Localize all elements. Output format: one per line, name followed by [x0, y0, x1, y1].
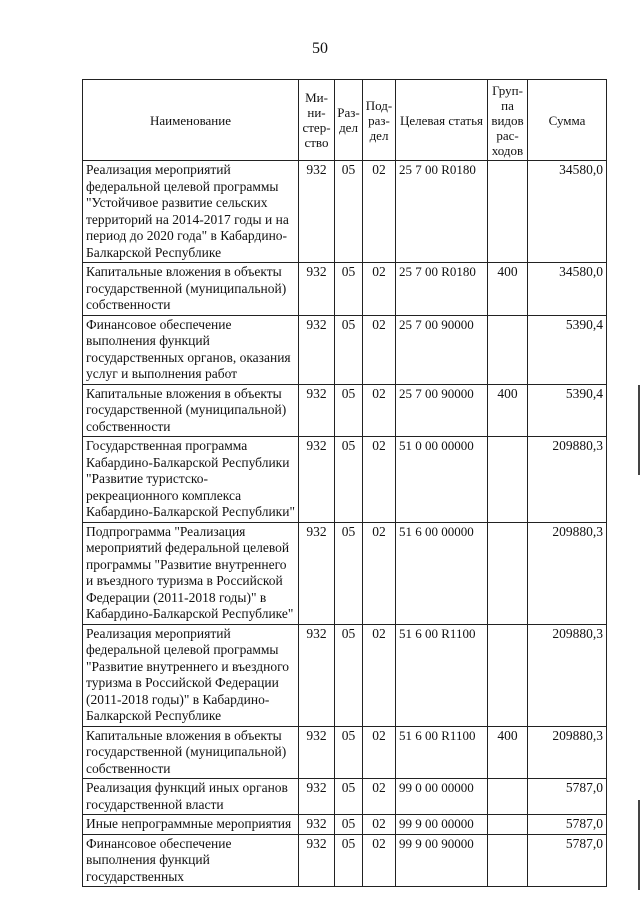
table-row [83, 726, 607, 779]
cell-amount: 209880,3 [528, 437, 607, 523]
cell-group [488, 815, 528, 835]
cell-subsection: 02 [363, 161, 396, 263]
cell-amount: 5390,4 [528, 315, 607, 384]
cell-name: Капитальные вложения в объекты государственной (муниципальной) собственности [83, 384, 299, 437]
cell-group [488, 624, 528, 726]
table-row [83, 834, 607, 887]
cell-name: Иные непрограммные мероприятия [83, 815, 299, 835]
cell-target: 25 7 00 90000 [396, 384, 488, 437]
cell-section: 05 [335, 522, 363, 624]
cell-amount: 209880,3 [528, 522, 607, 624]
cell-ministry: 932 [299, 384, 335, 437]
cell-target: 99 9 00 90000 [396, 834, 488, 887]
table-row [83, 437, 607, 523]
cell-target: 25 7 00 R0180 [396, 161, 488, 263]
cell-ministry: 932 [299, 263, 335, 316]
cell-amount: 34580,0 [528, 161, 607, 263]
cell-section: 05 [335, 263, 363, 316]
header-amount: Сумма [528, 80, 607, 161]
cell-amount: 5787,0 [528, 834, 607, 887]
cell-section: 05 [335, 726, 363, 779]
cell-name: Реализация мероприятий федеральной целевой программы "Развитие внутреннего и въездного туризма в Российской Федерации (2011-2018 годы)" в Кабардино-Балкарской Республике [83, 624, 299, 726]
cell-subsection: 02 [363, 624, 396, 726]
cell-ministry: 932 [299, 522, 335, 624]
cell-ministry: 932 [299, 726, 335, 779]
cell-group [488, 779, 528, 815]
cell-name: Капитальные вложения в объекты государственной (муниципальной) собственности [83, 726, 299, 779]
cell-group [488, 161, 528, 263]
table-row [83, 315, 607, 384]
cell-name: Финансовое обеспечение выполнения функций государственных органов, оказания услуг и выполнения работ [83, 315, 299, 384]
budget-table [82, 79, 607, 887]
table-row [83, 384, 607, 437]
header-subsection: Под-раз-дел [363, 80, 396, 161]
cell-subsection: 02 [363, 726, 396, 779]
cell-name: Финансовое обеспечение выполнения функций государственных [83, 834, 299, 887]
cell-target: 51 6 00 R1100 [396, 624, 488, 726]
cell-subsection: 02 [363, 779, 396, 815]
cell-group: 400 [488, 726, 528, 779]
cell-amount: 209880,3 [528, 726, 607, 779]
cell-group: 400 [488, 263, 528, 316]
cell-section: 05 [335, 384, 363, 437]
cell-amount: 209880,3 [528, 624, 607, 726]
cell-subsection: 02 [363, 437, 396, 523]
cell-amount: 5390,4 [528, 384, 607, 437]
cell-section: 05 [335, 437, 363, 523]
cell-group [488, 522, 528, 624]
table-row [83, 161, 607, 263]
cell-section: 05 [335, 315, 363, 384]
header-section: Раз-дел [335, 80, 363, 161]
cell-subsection: 02 [363, 522, 396, 624]
cell-group [488, 437, 528, 523]
cell-target: 99 0 00 00000 [396, 779, 488, 815]
table-row [83, 263, 607, 316]
table-row [83, 522, 607, 624]
cell-section: 05 [335, 779, 363, 815]
cell-section: 05 [335, 624, 363, 726]
cell-name: Реализация функций иных органов государственной власти [83, 779, 299, 815]
table-row [83, 624, 607, 726]
cell-ministry: 932 [299, 161, 335, 263]
table-header-row [83, 80, 607, 161]
cell-subsection: 02 [363, 834, 396, 887]
header-ministry: Ми-ни-стер-ство [299, 80, 335, 161]
cell-ministry: 932 [299, 834, 335, 887]
cell-target: 51 6 00 R1100 [396, 726, 488, 779]
cell-subsection: 02 [363, 263, 396, 316]
cell-name: Капитальные вложения в объекты государственной (муниципальной) собственности [83, 263, 299, 316]
cell-target: 51 0 00 00000 [396, 437, 488, 523]
table-row [83, 779, 607, 815]
table-row [83, 815, 607, 835]
cell-target: 25 7 00 R0180 [396, 263, 488, 316]
cell-target: 51 6 00 00000 [396, 522, 488, 624]
cell-name: Подпрограмма "Реализация мероприятий федеральной целевой программы "Развитие внутреннего и въездного туризма в Российской Федерации (2011-2018 годы)" в Кабардино-Балкарской Республике" [83, 522, 299, 624]
cell-amount: 5787,0 [528, 779, 607, 815]
cell-group: 400 [488, 384, 528, 437]
cell-ministry: 932 [299, 779, 335, 815]
cell-amount: 5787,0 [528, 815, 607, 835]
cell-subsection: 02 [363, 384, 396, 437]
cell-name: Государственная программа Кабардино-Балкарской Республики "Развитие туристско-рекреационного комплекса Кабардино-Балкарской Республики" [83, 437, 299, 523]
cell-section: 05 [335, 834, 363, 887]
cell-ministry: 932 [299, 437, 335, 523]
cell-ministry: 932 [299, 815, 335, 835]
cell-name: Реализация мероприятий федеральной целевой программы "Устойчивое развитие сельских территорий на 2014-2017 годы и на период до 2020 года" в Кабардино-Балкарской Республике [83, 161, 299, 263]
cell-target: 99 9 00 00000 [396, 815, 488, 835]
cell-section: 05 [335, 815, 363, 835]
header-name: Наименование [83, 80, 299, 161]
cell-ministry: 932 [299, 315, 335, 384]
cell-group [488, 315, 528, 384]
cell-subsection: 02 [363, 815, 396, 835]
cell-subsection: 02 [363, 315, 396, 384]
cell-group [488, 834, 528, 887]
cell-ministry: 932 [299, 624, 335, 726]
cell-section: 05 [335, 161, 363, 263]
cell-target: 25 7 00 90000 [396, 315, 488, 384]
header-target: Целевая статья [396, 80, 488, 161]
page-number: 50 [312, 40, 328, 57]
header-expense-group: Груп-па видов рас-ходов [488, 80, 528, 161]
cell-amount: 34580,0 [528, 263, 607, 316]
